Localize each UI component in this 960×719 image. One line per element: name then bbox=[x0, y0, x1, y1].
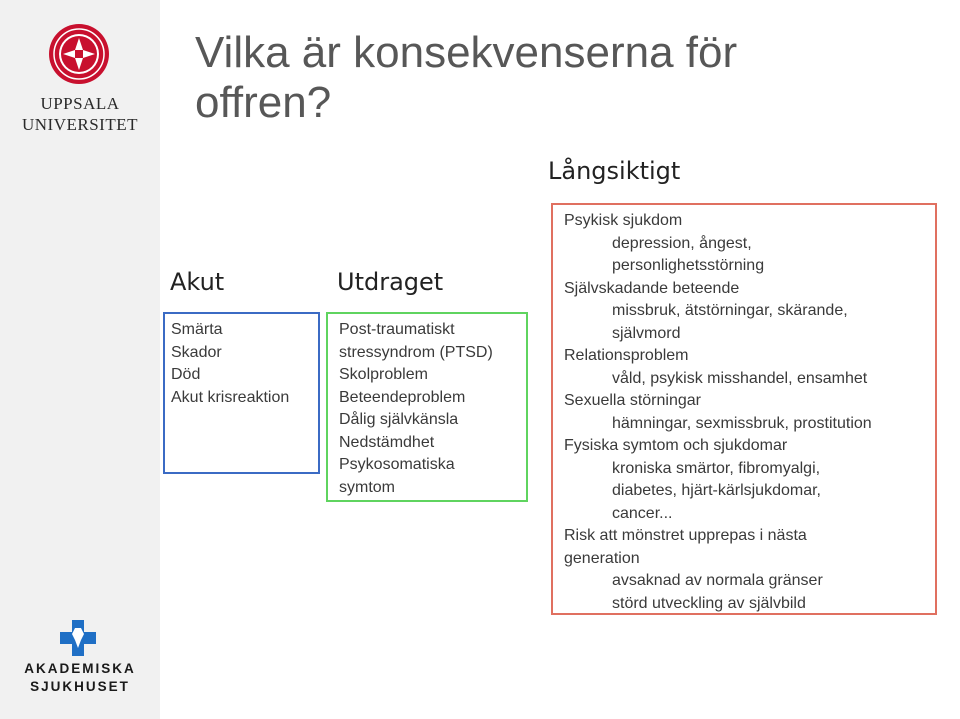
akut-list-item: Död bbox=[171, 366, 201, 383]
slide-title-line2: offren? bbox=[195, 78, 332, 127]
langsiktigt-list-item: Självskadande beteende bbox=[564, 279, 740, 297]
langsiktigt-heading: Långsiktigt bbox=[548, 157, 681, 185]
langsiktigt-list-item: Relationsproblem bbox=[564, 347, 689, 364]
akut-list-item: Skador bbox=[171, 343, 222, 361]
akut-list-item: Akut krisreaktion bbox=[171, 388, 290, 406]
langsiktigt-list-item: diabetes, hjärt-kärlsjukdomar, bbox=[612, 482, 821, 499]
utdraget-list-item: Post-traumatiskt bbox=[339, 321, 455, 338]
langsiktigt-list-item: personlighetsstörning bbox=[612, 257, 765, 274]
langsiktigt-list-item: kroniska smärtor, fibromyalgi, bbox=[612, 459, 821, 477]
langsiktigt-list-item: Sexuella störningar bbox=[564, 392, 701, 409]
uppsala-university-seal-icon bbox=[48, 23, 110, 85]
hospital-name-line1: AKADEMISKA bbox=[24, 661, 136, 676]
akut-heading: Akut bbox=[170, 268, 225, 296]
hospital-name-line2: SJUKHUSET bbox=[30, 679, 130, 694]
utdraget-list-item: Nedstämdhet bbox=[339, 433, 435, 451]
langsiktigt-list-item: våld, psykisk misshandel, ensamhet bbox=[612, 369, 868, 387]
langsiktigt-list-item: hämningar, sexmissbruk, prostitution bbox=[612, 414, 872, 432]
langsiktigt-list-item: störd utveckling av självbild bbox=[612, 594, 806, 612]
akademiska-cross-logo-icon bbox=[60, 620, 96, 656]
utdraget-list-item: Skolproblem bbox=[339, 366, 428, 383]
slide-title bbox=[195, 28, 835, 128]
university-name-line2: UNIVERSITET bbox=[22, 115, 138, 134]
langsiktigt-list-item: Risk att mönstret upprepas i nästa bbox=[564, 527, 807, 544]
sidebar bbox=[0, 0, 160, 719]
utdraget-list-item: Dålig självkänsla bbox=[339, 411, 459, 428]
langsiktigt-box bbox=[551, 203, 937, 615]
slide-title-line1: Vilka är konsekvenserna för bbox=[195, 28, 738, 77]
utdraget-list-item: Psykosomatiska bbox=[339, 456, 455, 473]
langsiktigt-list-item: självmord bbox=[612, 324, 681, 342]
akut-box bbox=[163, 312, 320, 474]
langsiktigt-list-item: avsaknad av normala gränser bbox=[612, 572, 823, 589]
langsiktigt-list-item: cancer... bbox=[612, 504, 673, 522]
utdraget-list-item: stressyndrom (PTSD) bbox=[339, 343, 493, 361]
langsiktigt-list-item: Fysiska symtom och sjukdomar bbox=[564, 437, 788, 454]
langsiktigt-list-item: Psykisk sjukdom bbox=[564, 212, 683, 229]
utdraget-heading: Utdraget bbox=[337, 268, 444, 296]
akut-list-item: Smärta bbox=[171, 321, 223, 338]
utdraget-list-item: symtom bbox=[339, 478, 395, 496]
university-name-line1: UPPSALA bbox=[40, 94, 120, 113]
langsiktigt-list-item: generation bbox=[564, 549, 640, 567]
utdraget-list-item: Beteendeproblem bbox=[339, 388, 466, 406]
langsiktigt-list-item: missbruk, ätstörningar, skärande, bbox=[612, 302, 848, 319]
utdraget-box bbox=[326, 312, 528, 502]
langsiktigt-list-item: depression, ångest, bbox=[612, 234, 752, 252]
